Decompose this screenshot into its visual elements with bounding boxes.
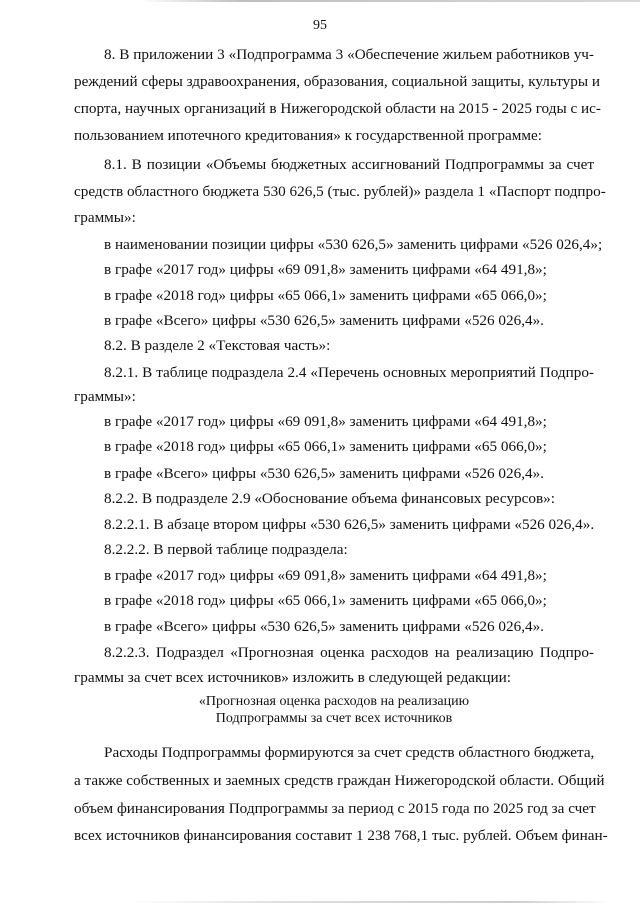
text-line: граммы за счет всех источников» изложить в следующей редакции: — [74, 669, 512, 686]
text-line: в графе «Всего» цифры «530 626,5» заменить цифрами «526 026,4». — [104, 312, 544, 329]
section-heading-line: «Прогнозная оценка расходов на реализацию — [198, 694, 470, 709]
text-line: всех источников финансирования составит 1 238 768,1 тыс. рублей. Объем финан- — [74, 827, 608, 844]
text-line: в графе «Всего» цифры «530 626,5» заменить цифрами «526 026,4». — [104, 465, 544, 482]
text-line: Расходы Подпрограммы формируются за счет средств областного бюджета, — [104, 744, 595, 761]
text-line: в графе «2017 год» цифры «69 091,8» заменить цифрами «64 491,8»; — [104, 261, 547, 278]
text-line: а также собственных и заемных средств граждан Нижегородской области. Общий — [74, 772, 605, 789]
text-line: 8.2.1. В таблице подраздела 2.4 «Перечень основных мероприятий Подпро- — [104, 364, 594, 381]
text-line: в графе «2018 год» цифры «65 066,1» заменить цифрами «65 066,0»; — [104, 592, 547, 609]
text-line: 8.1. В позиции «Объемы бюджетных ассигнований Подпрограммы за счет — [104, 156, 594, 173]
text-line: в графе «2017 год» цифры «69 091,8» заменить цифрами «64 491,8»; — [104, 567, 547, 584]
scan-edge-top — [140, 0, 640, 2]
text-line: спорта, научных организаций в Нижегородской области на 2015 - 2025 годы с ис- — [74, 100, 601, 117]
text-line: граммы»: — [74, 209, 136, 226]
text-line: в графе «2017 год» цифры «69 091,8» заменить цифрами «64 491,8»; — [104, 413, 547, 430]
text-line: средств областного бюджета 530 626,5 (тыс. рублей)» раздела 1 «Паспорт подпро- — [74, 183, 606, 200]
text-line: в графе «Всего» цифры «530 626,5» заменить цифрами «526 026,4». — [104, 618, 544, 635]
text-line: в наименовании позиции цифры «530 626,5» заменить цифрами «526 026,4»; — [104, 236, 603, 253]
text-line: реждений сферы здравоохранения, образования, социальной защиты, культуры и — [74, 73, 600, 90]
text-line: в графе «2018 год» цифры «65 066,1» заменить цифрами «65 066,0»; — [104, 287, 547, 304]
text-line: пользованием ипотечного кредитования» к государственной программе: — [74, 127, 542, 144]
text-line: 8.2.2.3. Подраздел «Прогнозная оценка расходов на реализацию Подпро- — [104, 644, 594, 661]
text-line: 8. В приложении 3 «Подпрограмма 3 «Обеспечение жильем работников уч- — [104, 46, 594, 63]
scan-edge-bottom — [130, 901, 610, 903]
text-line: 8.2.2. В подразделе 2.9 «Обоснование объема финансовых ресурсов»: — [104, 490, 555, 507]
page-number: 95 — [313, 18, 327, 33]
text-line: в графе «2018 год» цифры «65 066,1» заменить цифрами «65 066,0»; — [104, 438, 547, 455]
text-line: объем финансирования Подпрограммы за период с 2015 года по 2025 год за счет — [74, 800, 596, 817]
section-heading-line: Подпрограммы за счет всех источников — [215, 711, 453, 726]
text-line: 8.2.2.1. В абзаце втором цифры «530 626,5» заменить цифрами «526 026,4». — [104, 516, 595, 533]
text-line: 8.2.2.2. В первой таблице подраздела: — [104, 541, 348, 558]
text-line: граммы»: — [74, 388, 136, 405]
text-line: 8.2. В разделе 2 «Текстовая часть»: — [104, 337, 331, 354]
